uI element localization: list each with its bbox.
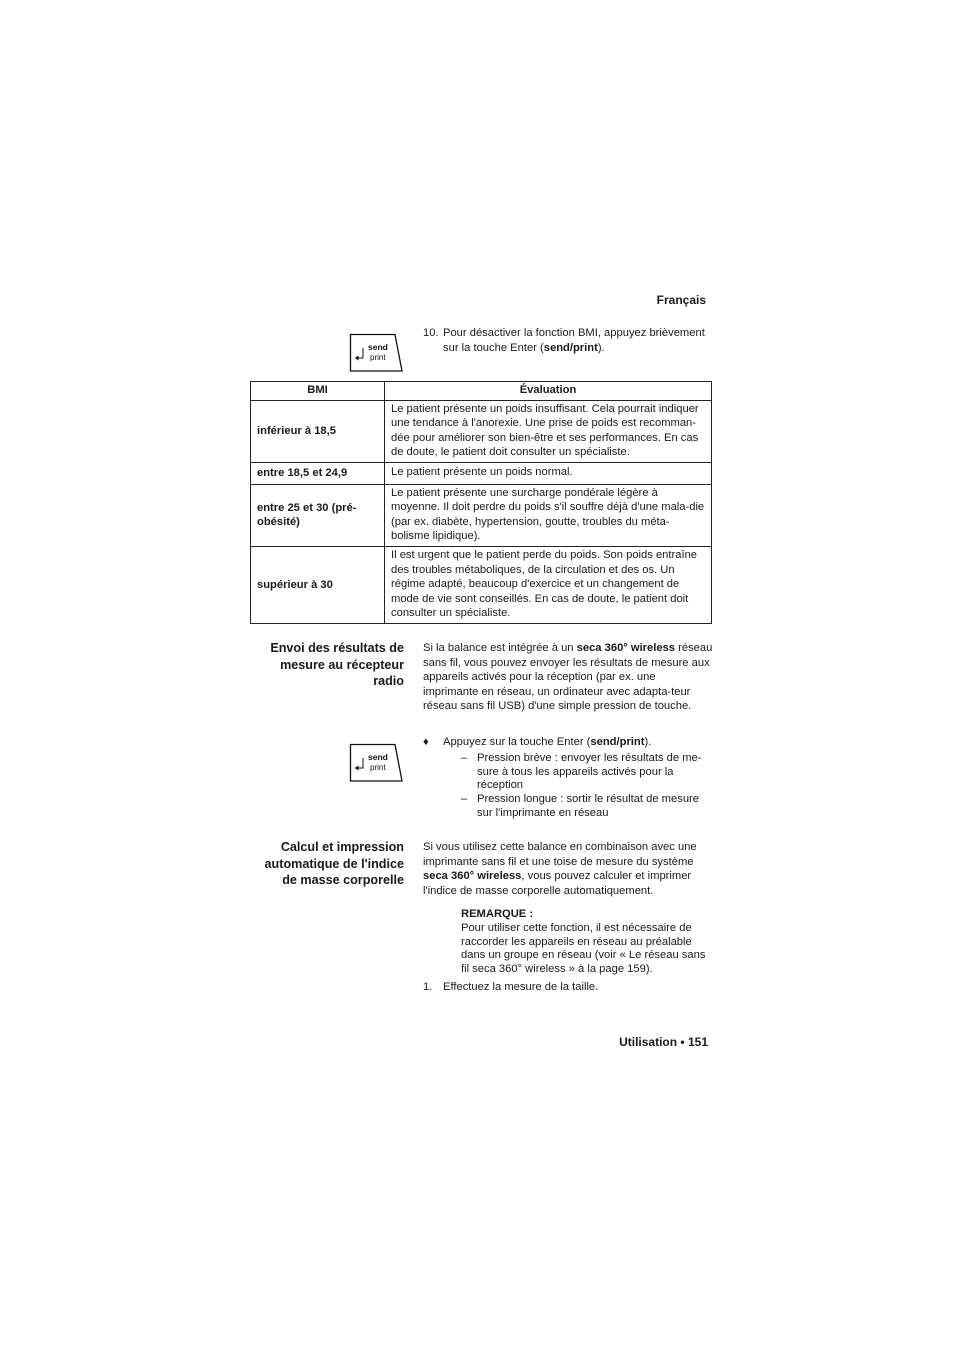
list-item	[461, 793, 713, 820]
language-header: Français	[656, 293, 706, 307]
bmi-evaluation: Le patient présente un poids insuffisant. Cela pourrait indiquer une tendance à l'anorexie. Une prise de poids est recomman-dée pour améliorer son bien-être et ses performances. En cas de doute, le patient doit consulter un spécialiste.	[385, 400, 712, 462]
bmi-evaluation: Il est urgent que le patient perde du poids. Son poids entraîne des troubles métaboliques, de la circulation et des os. Un régime adapté, beaucoup d'exercice et un changement de mode de vie sont conseillés. En cas de doute, le patient doit consulter un spécialiste.	[385, 546, 712, 623]
send-print-key-icon	[349, 743, 403, 781]
section-title-send: Envoi des résultats de mesure au récepteur radio	[270, 641, 404, 689]
step-text-part: Pour désactiver la fonction BMI, appuyez brièvement sur la touche Enter (	[443, 327, 705, 354]
send-print-bold: send/print	[590, 736, 645, 748]
step-text-part: ).	[597, 341, 605, 354]
key-print-label: print	[370, 763, 386, 772]
note-title	[461, 907, 713, 922]
section-send-intro	[423, 641, 713, 714]
bullet-text-part: Appuyez sur la touche Enter (	[443, 736, 591, 748]
page-footer: Utilisation • 151	[619, 1035, 708, 1049]
note-text: Pour utiliser cette fonction, il est nécessaire de raccorder les appareils en réseau au préalable dans un groupe en réseau (voir « Le réseau sans fil seca 360° wireless » à la page 159).	[461, 922, 706, 975]
step-1	[423, 980, 713, 995]
header-bmi: BMI	[251, 382, 385, 401]
send-print-bold: send/print	[543, 341, 598, 354]
step-text	[443, 326, 713, 355]
dash-bullet: –	[461, 752, 468, 764]
intro-text-part: , vous pouvez calculer et imprimer l'indice de masse corporelle automatiquement.	[423, 870, 692, 897]
list-item-text: Pression brève : envoyer les résultats de me-sure à tous les appareils activés pour la réception	[477, 752, 702, 792]
table-header-row	[251, 382, 712, 401]
note-label: REMARQUE :	[461, 908, 534, 920]
bmi-range: inférieur à 18,5	[251, 400, 385, 462]
bullet-text-part: ).	[644, 736, 652, 748]
section-calc-intro	[423, 840, 713, 898]
step-number: 10.	[423, 327, 439, 339]
bmi-range: entre 18,5 et 24,9	[251, 462, 385, 484]
intro-text-part: réseau sans fil, vous pouvez envoyer les résultats de mesure aux appareils activés pour la réception (par ex. une imprimante en réseau, un ordinateur avec adapta-teur réseau sans fil USB) d'une simple pression de touche.	[423, 642, 713, 713]
bmi-evaluation: Le patient présente une surcharge pondérale légère à moyenne. Il doit perdre du poids s'il souffre déjà d'une mala-die (par ex. diabète, hypertension, goutte, troubles du méta-bolisme lipidique).	[385, 484, 712, 546]
key-send-label: send	[368, 752, 388, 762]
bmi-table	[250, 381, 712, 624]
bmi-range: entre 25 et 30 (pré-obésité)	[251, 484, 385, 546]
table-row	[251, 546, 712, 623]
intro-text-part: Si vous utilisez cette balance en combinaison avec une imprimante sans fil et une toise de mesure du système	[423, 841, 697, 868]
send-print-key-icon	[349, 333, 403, 371]
intro-text-part: Si la balance est intégrée à un	[423, 642, 577, 654]
seca-wireless-bold: seca 360° wireless	[423, 870, 522, 883]
bmi-range: supérieur à 30	[251, 546, 385, 623]
diamond-bullet-icon: ♦	[423, 736, 429, 748]
seca-wireless-bold: seca 360° wireless	[576, 642, 676, 654]
bullet-text	[443, 735, 713, 750]
key-print-label: print	[370, 353, 386, 362]
step-number: 1.	[423, 981, 433, 993]
table-row	[251, 462, 712, 484]
table-row	[251, 484, 712, 546]
section-title-calc: Calcul et impression automatique de l'indice de masse corporelle	[264, 840, 404, 888]
key-send-label: send	[368, 342, 388, 352]
list-item-text: Pression longue : sortir le résultat de mesure sur l'imprimante en réseau	[477, 793, 699, 819]
bullet-press-enter	[423, 735, 713, 750]
bmi-evaluation: Le patient présente un poids normal.	[385, 462, 712, 484]
list-item	[461, 752, 713, 793]
step-text: Effectuez la mesure de la taille.	[443, 981, 599, 993]
table-row	[251, 400, 712, 462]
header-evaluation: Évaluation	[385, 382, 712, 401]
dash-bullet: –	[461, 793, 468, 805]
step-10	[423, 326, 713, 355]
